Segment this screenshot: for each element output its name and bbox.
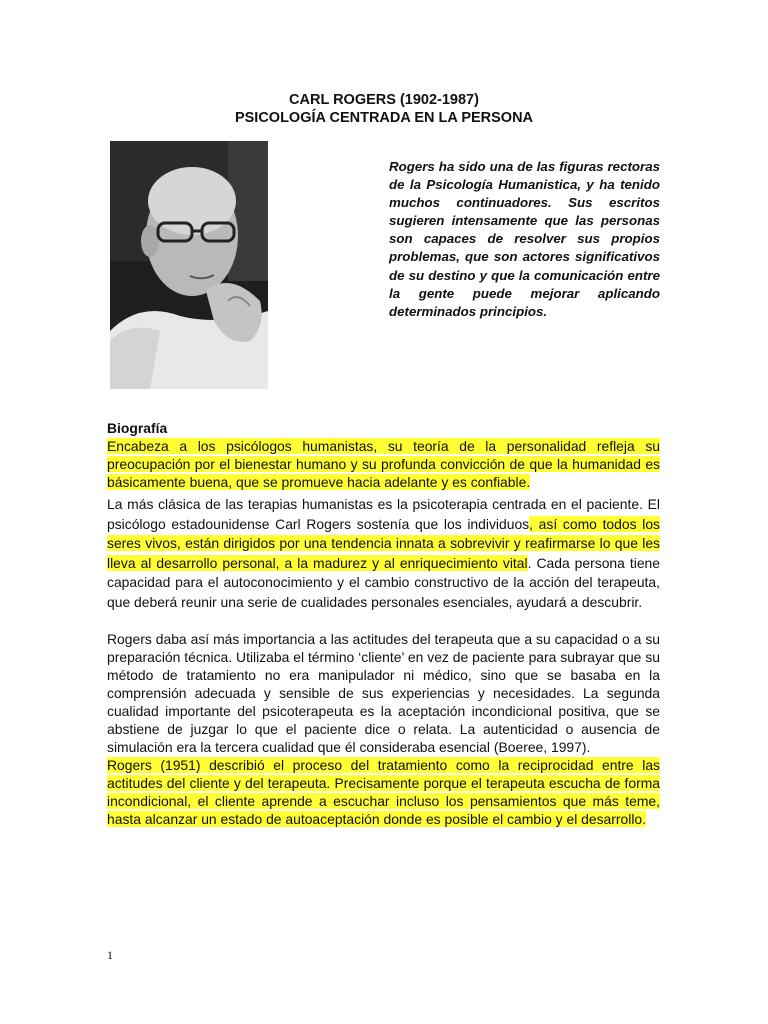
intro-paragraph: Rogers ha sido una de las figuras rectoras de la Psicología Humanistica, y ha tenido muchos continuadores. Sus escritos sugieren intensamente que las personas son capaces de resolver sus propios problemas, que son actores significativos de su destino y que la comunicación entre la gente puede mejorar aplicando determinados principios. (389, 159, 660, 319)
biography-section (107, 419, 660, 828)
document-subtitle: PSICOLOGÍA CENTRADA EN LA PERSONA (234, 110, 534, 126)
paragraph-gap (107, 612, 660, 630)
paragraph-2-end: . Cada persona tiene capacidad para el autoconocimiento y el cambio constructivo de la acción del terapeuta, que deberá reunir una serie de cualidades personales esenciales, ayudará a descubrir. (107, 554, 660, 610)
biography-paragraph-3: Rogers daba así más importancia a las actitudes del terapeuta que a su capacidad o a su preparación técnica. Utilizaba el término ‘cliente’ en vez de paciente para subrayar que su método de tratamiento no era manipulador ni médico, sino que se basaba en la comprensión adecuada y sensible de sus experiencias y necesidades. La segunda cualidad importante del psicoterapeuta es la aceptación incondicional positiva, que se abstiene de juzgar lo que el paciente dice o relata. La autenticidad o ausencia de simulación era la tercera cualidad que él consideraba esencial (Boeree, 1997). (107, 631, 660, 755)
portrait-photo (110, 141, 268, 389)
highlighted-text: , así como todos los seres vivos, están dirigidos por una tendencia innata a sobrevivir y reafirmarse lo que les lleva al desarrollo personal, a la madurez y al enriquecimiento vital (107, 515, 661, 571)
portrait-image (110, 141, 268, 389)
biography-heading: Biografía (107, 420, 168, 436)
document-title: CARL ROGERS (1902-1987) (289, 92, 479, 108)
document-title-block (0, 91, 768, 127)
biography-paragraph-1 (107, 437, 660, 491)
biography-paragraph-2 (107, 495, 660, 612)
page-number: 1 (107, 948, 113, 962)
highlighted-text: Encabeza a los psicólogos humanistas, su teoría de la personalidad refleja su preocupación por el bienestar humano y su profunda convicción de que la humanidad es básicamente buena, que se promueve hacia adelante y es confiable. (107, 438, 660, 490)
biography-paragraph-4 (107, 756, 660, 828)
paragraph-2-start: La más clásica de las terapias humanistas es la psicoterapia centrada en el paciente. El psicólogo estadounidense Carl Rogers sostenía que los individuos (107, 496, 660, 532)
highlighted-text: Rogers (1951) describió el proceso del tratamiento como la reciprocidad entre las actitudes del cliente y del terapeuta. Precisamente porque el terapeuta escucha de forma incondicional, el cliente aprende a escuchar incluso los pensamientos que más teme, hasta alcanzar un estado de autoaceptación donde es posible el cambio y el desarrollo. (107, 757, 660, 827)
